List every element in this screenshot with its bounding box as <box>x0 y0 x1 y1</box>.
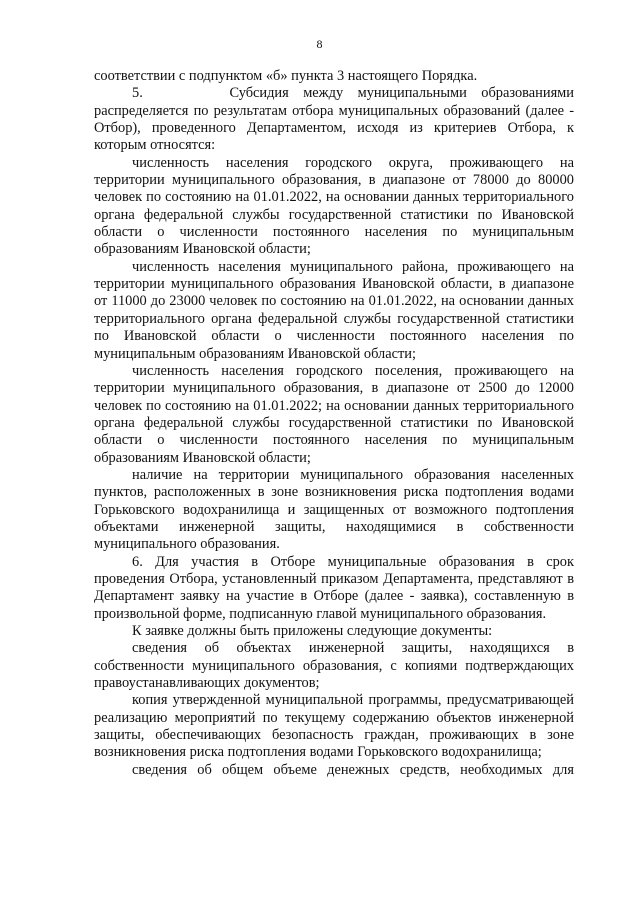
paragraph-criterion-urban-settlement: численность населения городского поселения, проживающего на территории муниципального образования, в диапазоне от 2500 до 12000 человек по состоянию на 01.01.2022; на основании данных территориального органа федеральной службы государственной статистики по Ивановской области о численности постоянного населения по муниципальным образованиям Ивановской области; <box>94 362 574 466</box>
paragraph-item-5: 5. Субсидия между муниципальными образованиями распределяется по результатам отбора муниципальных образований (далее - Отбор), проведенного Департаментом, исходя из критериев Отбора, к которым относятся: <box>94 85 574 154</box>
paragraph-documents-intro: К заявке должны быть приложены следующие документы: <box>132 623 493 639</box>
document-body <box>94 68 574 779</box>
paragraph-criterion-city-district: численность населения городского округа, проживающего на территории муниципального образования, в диапазоне от 78000 до 80000 человек по состоянию на 01.01.2022, на основании данных территориального органа федеральной службы государственной статистики по Ивановской области о численности постоянного населения по муниципальным образованиям Ивановской области; <box>94 154 574 258</box>
paragraph-document-program-copy: копия утвержденной муниципальной программы, предусматривающей реализацию мероприятий по текущему содержанию объектов инженерной защиты, обеспечивающих безопасность граждан, проживающих в зоне возникновения риска подтопления водами Горьковского водохранилища; <box>94 692 574 761</box>
paragraph-document-protection-objects: сведения об объектах инженерной защиты, находящихся в собственности муниципального образования, с копиями подтверждающих правоустанавливающих документов; <box>94 640 574 692</box>
paragraph-document-funding: сведения об общем объеме денежных средств, необходимых для <box>132 761 574 778</box>
paragraph-continuation: соответствии с подпунктом «б» пункта 3 настоящего Порядка. <box>94 68 478 84</box>
paragraph-item-6: 6. Для участия в Отборе муниципальные образования в срок проведения Отбора, установленный приказом Департамента, представляют в Департамент заявку на участие в Отборе (далее - заявка), составленную в произвольной форме, подписанную главой муниципального образования. <box>94 553 574 622</box>
paragraph-criterion-flood-zone: наличие на территории муниципального образования населенных пунктов, расположенных в зоне возникновения риска подтопления водами Горьковского водохранилища и защищенных от возможного подтопления объектами инженерной защиты, находящимися в собственности муниципального образования. <box>94 466 574 553</box>
page-number: 8 <box>316 37 323 51</box>
paragraph-criterion-municipal-district: численность населения муниципального района, проживающего на территории муниципального образования Ивановской области, в диапазоне от 11000 до 23000 человек по состоянию на 01.01.2022, на основании данных территориального органа федеральной службы государственной статистики по Ивановской области о численности постоянного населения по муниципальным образованиям Ивановской области; <box>94 258 574 362</box>
